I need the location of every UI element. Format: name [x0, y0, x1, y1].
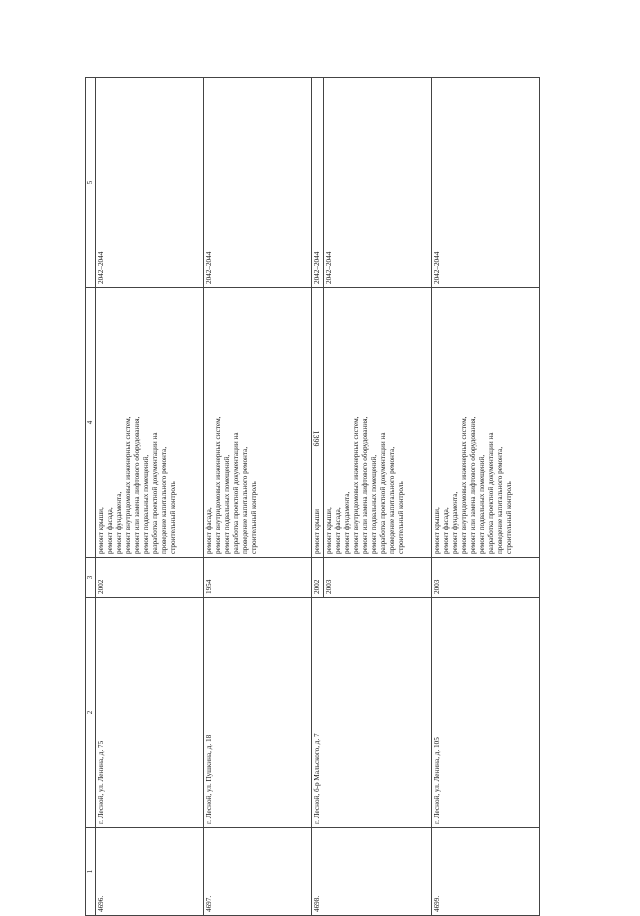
page-number: 1399 [311, 430, 321, 447]
work-item: ремонт подвальных помещений, [369, 454, 378, 554]
work-item: ремонт крыши, [324, 507, 333, 554]
work-item: строительный контроль [168, 481, 177, 554]
row-period: 2042–2044 [431, 78, 539, 288]
header-row [86, 78, 96, 916]
header-col-5: 5 [86, 78, 96, 288]
row-year-a: 2002 [311, 558, 323, 598]
row-address: г. Лесной, ул. Ленина, д. 75 [95, 598, 203, 828]
work-item: ремонт фасада, [441, 507, 450, 554]
work-item: проведение капитального ремонта, [387, 446, 396, 554]
work-item: проведение капитального ремонта, [159, 446, 168, 554]
row-address: г. Лесной, ул. Ленина, д. 105 [431, 598, 539, 828]
work-item: ремонт подвальных помещений, [477, 454, 486, 554]
row-works [323, 288, 431, 558]
row-works [431, 288, 539, 558]
row-works [203, 288, 311, 558]
header-col-3: 3 [86, 558, 96, 598]
table-container [85, 78, 640, 912]
row-year: 2002 [95, 558, 203, 598]
work-item: проведение капитального ремонта, [495, 446, 504, 554]
work-item: ремонт внутридомовых инженерных систем, [459, 416, 468, 554]
work-item: ремонт фасада, [333, 507, 342, 554]
row-number: 4697. [203, 828, 311, 916]
work-item: ремонт фасада, [204, 507, 213, 554]
row-period: 2042–2044 [95, 78, 203, 288]
table-row [95, 78, 203, 916]
row-works-a: ремонт крыши [311, 288, 323, 558]
work-item: ремонт или замена лифтового оборудования, [360, 416, 369, 554]
table-row [311, 78, 323, 916]
row-year: 1954 [203, 558, 311, 598]
work-item: разработка проектной документации на [231, 432, 240, 554]
header-col-4: 4 [86, 288, 96, 558]
work-item: строительный контроль [249, 481, 258, 554]
work-item: ремонт крыши, [96, 507, 105, 554]
work-item: проведение капитального ремонта, [240, 446, 249, 554]
row-number: 4696. [95, 828, 203, 916]
row-address: г. Лесной, ул. Пушкина, д. 18 [203, 598, 311, 828]
work-item: ремонт фасада, [105, 507, 114, 554]
row-year-b: 2003 [323, 558, 431, 598]
work-item: строительный контроль [504, 481, 513, 554]
row-number: 4699. [431, 828, 539, 916]
work-item: ремонт фундамента, [114, 491, 123, 554]
work-item: ремонт или замена лифтового оборудования, [132, 416, 141, 554]
work-item: ремонт внутридомовых инженерных систем, [351, 416, 360, 554]
row-number: 4698. [311, 828, 431, 916]
row-period-b: 2042–2044 [323, 78, 431, 288]
repair-schedule-table [85, 77, 540, 916]
header-col-1: 1 [86, 828, 96, 916]
work-item: разработка проектной документации на [486, 432, 495, 554]
work-item: ремонт внутридомовых инженерных систем, [123, 416, 132, 554]
work-item: ремонт или замена лифтового оборудования, [468, 416, 477, 554]
table-row [203, 78, 311, 916]
work-item: ремонт фундамента, [342, 491, 351, 554]
work-item: ремонт подвальных помещений, [222, 454, 231, 554]
work-item: строительный контроль [396, 481, 405, 554]
header-col-2: 2 [86, 598, 96, 828]
row-address: г. Лесной, б-р Мальского, д. 7 [311, 598, 431, 828]
work-item: ремонт внутридомовых инженерных систем, [213, 416, 222, 554]
work-item: ремонт фундамента, [450, 491, 459, 554]
rotated-sheet [85, 78, 565, 916]
work-item: ремонт подвальных помещений, [141, 454, 150, 554]
row-works [95, 288, 203, 558]
table-row [431, 78, 539, 916]
row-year: 2003 [431, 558, 539, 598]
row-period-a: 2042–2044 [311, 78, 323, 288]
work-item: разработка проектной документации на [150, 432, 159, 554]
work-item: ремонт крыши, [432, 507, 441, 554]
work-item: разработка проектной документации на [378, 432, 387, 554]
row-period: 2042–2044 [203, 78, 311, 288]
